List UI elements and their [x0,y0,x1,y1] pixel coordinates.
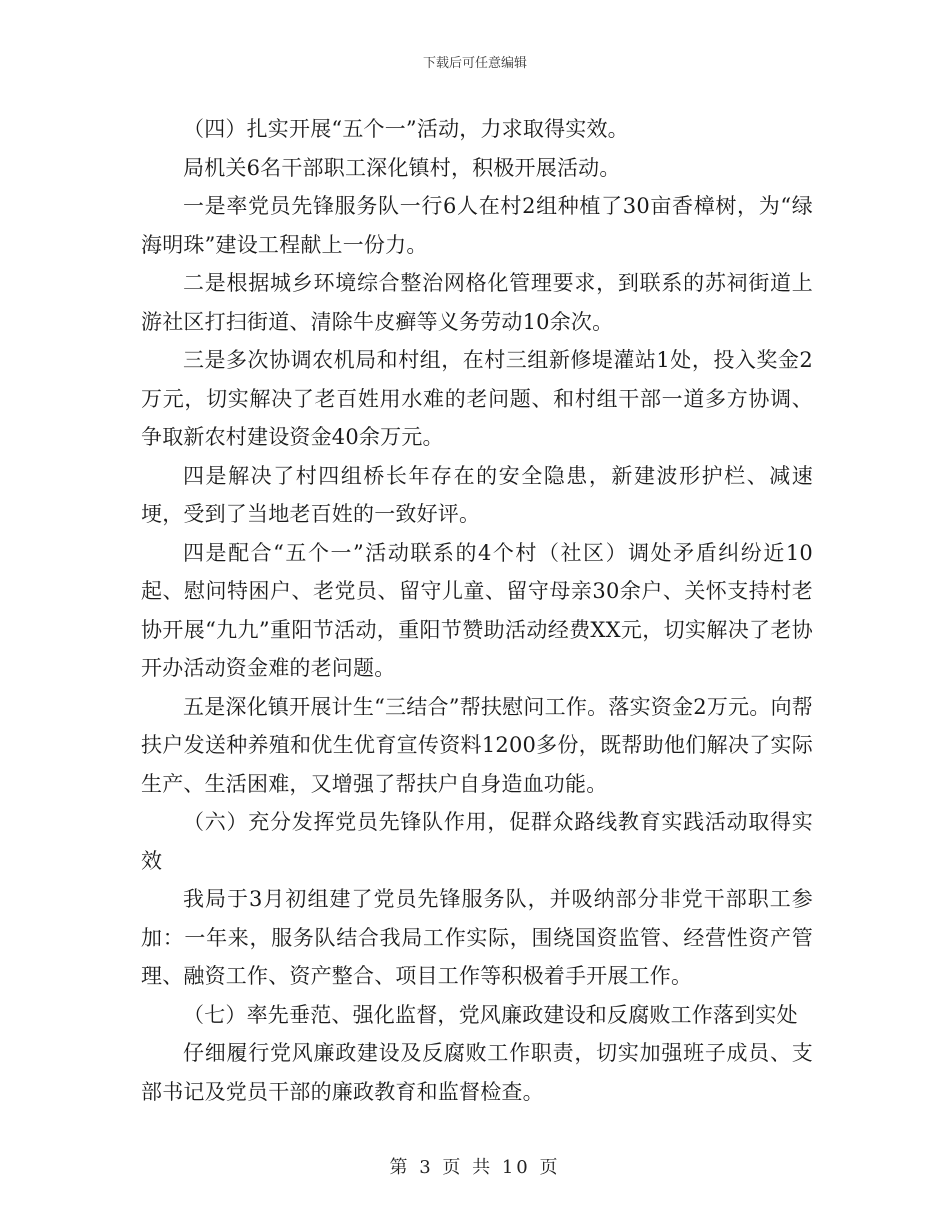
paragraph: 三是多次协调农机局和村组，在村三组新修堤灌站1处，投入奖金2万元，切实解决了老百姓用水难的老问题、和村组干部一道多方协调、争取新农村建设资金40余万元。 [141,348,813,449]
paragraph: 四是配合“五个一”活动联系的4个村（社区）调处矛盾纠纷近10起、慰问特困户、老党员、留守儿童、留守母亲30余户、关怀支持村老协开展“九九”重阳节活动，重阳节赞助活动经费XX元，切实解决了老协开办活动资金难的老问题。 [141,540,813,680]
paragraph-section-7-heading: （七）率先垂范、强化监督，党风廉政建设和反腐败工作落到实处 [183,1002,798,1027]
paragraph-section-4-heading: （四）扎实开展“五个一”活动，力求取得实效。 [183,117,629,141]
paragraph: 五是深化镇开展计生“三结合”帮扶慰问工作。落实资金2万元。向帮扶户发送种养殖和优生优育宣传资料1200多份，既帮助他们解决了实际生产、生活困难，又增强了帮扶户自身造血功能。 [141,694,813,796]
paragraph: 四是解决了村四组桥长年存在的安全隐患，新建波形护栏、减速埂，受到了当地老百姓的一致好评。 [141,463,813,526]
document-body [141,110,813,1111]
paragraph: 一是率党员先锋服务队一行6人在村2组种植了30亩香樟树，为“绿海明珠”建设工程献上一份力。 [141,194,813,257]
page-number-footer: 第 3 页 共 10 页 [389,1157,561,1178]
paragraph: 二是根据城乡环境综合整治网格化管理要求，到联系的苏祠街道上游社区打扫街道、清除牛皮癣等义务劳动10余次。 [141,271,813,334]
paragraph: 仔细履行党风廉政建设及反腐败工作职责，切实加强班子成员、支部书记及党员干部的廉政教育和监督检查。 [141,1041,813,1104]
page-header: 下载后可任意编辑 [422,56,527,71]
paragraph: 我局于3月初组建了党员先锋服务队，并吸纳部分非党干部职工参加：一年来，服务队结合我局工作实际，围绕国资监管、经营性资产管理、融资工作、资产整合、项目工作等积极着手开展工作。 [141,887,813,988]
paragraph-section-6-heading: （六）充分发挥党员先锋队作用，促群众路线教育实践活动取得实效 [141,810,813,873]
paragraph: 局机关6名干部职工深化镇村，积极开展活动。 [183,155,621,180]
